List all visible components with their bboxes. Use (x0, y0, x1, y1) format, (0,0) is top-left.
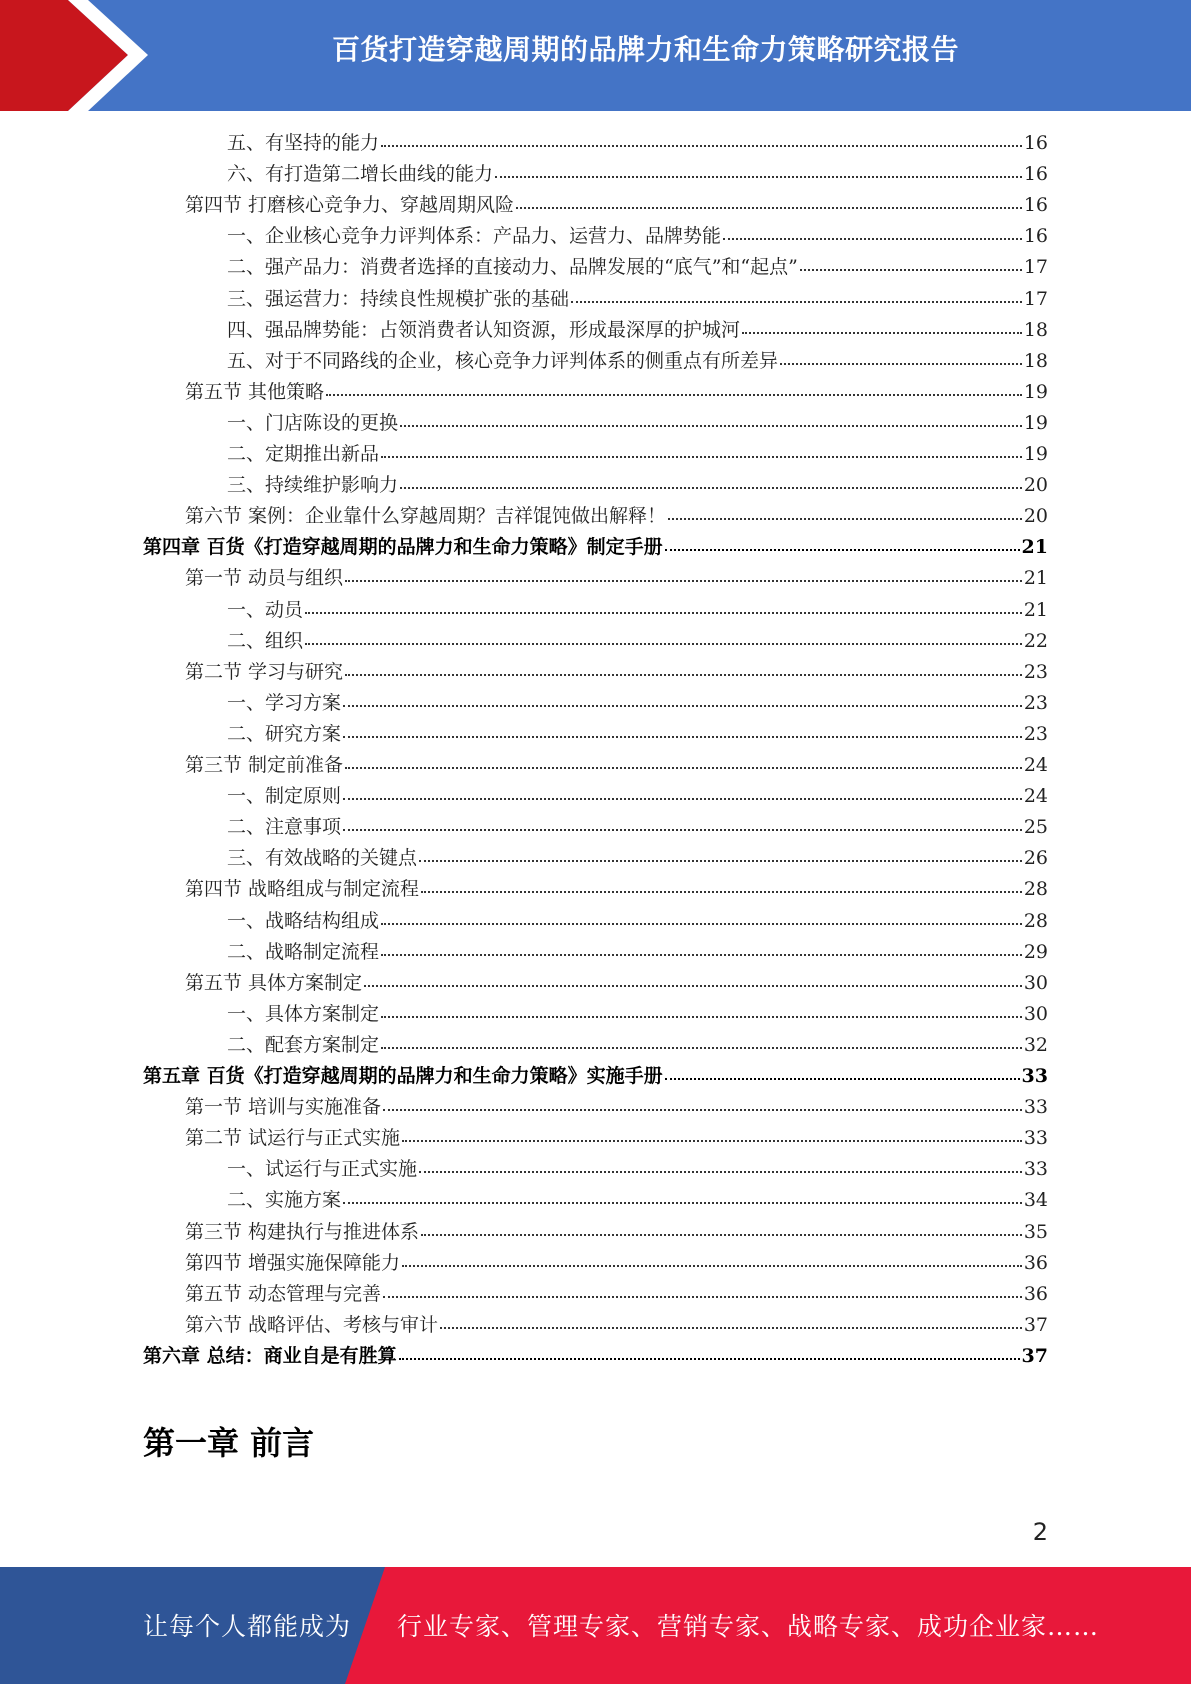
toc-entry[interactable] (185, 1123, 1048, 1154)
toc-entry-page: 19 (1023, 443, 1048, 465)
toc-entry-page: 21 (1023, 598, 1048, 621)
toc-entry-label: 第四节 增强实施保障能力 (185, 1251, 401, 1274)
toc-entry-page: 24 (1023, 785, 1048, 808)
toc-entry-page: 36 (1023, 1251, 1048, 1274)
toc-entry[interactable] (227, 221, 1048, 252)
toc-entry-label: 第六章 总结：商业自是有胜算 (143, 1344, 397, 1367)
toc-entry[interactable] (227, 346, 1048, 377)
toc-entry[interactable] (227, 470, 1048, 501)
toc-entry-label: 二、实施方案 (227, 1189, 342, 1212)
page-number: 2 (1032, 1518, 1048, 1546)
document-title: 百货打造穿越周期的品牌力和生命力策略研究报告 (331, 33, 959, 66)
toc-dot-leader (381, 1046, 1022, 1049)
toc-entry-page: 37 (1023, 1313, 1048, 1336)
toc-entry[interactable] (185, 750, 1048, 781)
toc-entry-page: 24 (1023, 754, 1048, 776)
toc-entry-label: 一、战略结构组成 (227, 909, 380, 932)
header-arrow-decoration (0, 0, 160, 111)
toc-entry[interactable] (185, 501, 1048, 532)
toc-entry[interactable] (143, 532, 1048, 563)
toc-entry-page: 23 (1023, 691, 1048, 714)
toc-entry-label: 第一节 培训与实施准备 (185, 1096, 382, 1119)
toc-dot-leader (402, 1139, 1022, 1142)
toc-dot-leader (516, 206, 1022, 209)
toc-dot-leader (305, 611, 1022, 614)
toc-entry-label: 第六节 战略评估、考核与审计 (185, 1313, 439, 1336)
toc-entry[interactable] (185, 657, 1048, 688)
toc-entry-page: 16 (1023, 163, 1048, 186)
toc-dot-leader (421, 1233, 1022, 1236)
toc-entry[interactable] (143, 1341, 1048, 1372)
toc-entry-page: 22 (1023, 629, 1048, 652)
toc-entry-page: 28 (1023, 909, 1048, 932)
toc-entry-label: 第五章 百货《打造穿越周期的品牌力和生命力策略》实施手册 (143, 1065, 663, 1087)
toc-entry-label: 二、战略制定流程 (227, 940, 380, 963)
toc-dot-leader (419, 859, 1022, 862)
toc-entry[interactable] (227, 284, 1048, 315)
toc-entry-page: 26 (1023, 847, 1048, 870)
toc-entry[interactable] (185, 1217, 1048, 1248)
toc-entry-label: 二、组织 (227, 629, 304, 652)
toc-entry[interactable] (227, 1154, 1048, 1185)
toc-dot-leader (571, 300, 1022, 303)
toc-entry-label: 五、对于不同路线的企业，核心竞争力评判体系的侧重点有所差异 (227, 349, 779, 372)
toc-entry-page: 36 (1023, 1282, 1048, 1305)
toc-dot-leader (343, 797, 1022, 800)
toc-entry[interactable] (227, 999, 1048, 1030)
toc-dot-leader (343, 1201, 1022, 1204)
toc-entry-label: 二、配套方案制定 (227, 1033, 380, 1056)
toc-entry-label: 二、研究方案 (227, 722, 342, 745)
toc-dot-leader (381, 144, 1022, 147)
toc-dot-leader (381, 922, 1022, 925)
toc-entry[interactable] (185, 874, 1048, 905)
toc-entry-label: 第五节 动态管理与完善 (185, 1282, 382, 1305)
toc-entry-label: 第五节 其他策略 (185, 380, 325, 403)
toc-dot-leader (345, 673, 1022, 676)
toc-entry-page: 35 (1023, 1220, 1048, 1243)
toc-dot-leader (421, 890, 1022, 893)
toc-entry[interactable] (227, 719, 1048, 750)
toc-dot-leader (305, 642, 1022, 645)
toc-dot-leader (800, 268, 1022, 271)
toc-entry[interactable] (227, 843, 1048, 874)
toc-entry[interactable] (227, 128, 1048, 159)
toc-entry-page: 18 (1023, 318, 1048, 341)
toc-dot-leader (343, 735, 1022, 738)
toc-entry-label: 第四节 打磨核心竞争力、穿越周期风险 (185, 194, 515, 217)
toc-entry[interactable] (227, 595, 1048, 626)
toc-entry-label: 一、具体方案制定 (227, 1002, 380, 1025)
footer-slogan-right: 行业专家、管理专家、营销专家、战略专家、成功企业家…… (397, 1612, 1100, 1641)
toc-entry-page: 23 (1023, 660, 1048, 683)
toc-entry[interactable] (185, 968, 1048, 999)
toc-entry-page: 16 (1023, 194, 1048, 217)
toc-entry-label: 第四节 战略组成与制定流程 (185, 878, 420, 901)
toc-entry-label: 三、强运营力：持续良性规模扩张的基础 (227, 287, 570, 310)
toc-entry-page: 17 (1023, 256, 1048, 279)
toc-entry[interactable] (227, 408, 1048, 439)
toc-entry-label: 第二节 试运行与正式实施 (185, 1127, 401, 1150)
toc-entry[interactable] (185, 1092, 1048, 1123)
toc-entry-label: 一、制定原则 (227, 785, 342, 808)
toc-dot-leader (345, 766, 1022, 769)
toc-entry-label: 第二节 学习与研究 (185, 660, 344, 683)
toc-entry-page: 28 (1023, 878, 1048, 901)
toc-entry-page: 33 (1023, 1127, 1048, 1150)
footer-banner (0, 1567, 1191, 1684)
chapter-heading: 第一章 前言 (143, 1424, 315, 1462)
toc-entry[interactable] (227, 781, 1048, 812)
toc-entry-page: 18 (1023, 349, 1048, 372)
toc-entry-page: 20 (1023, 505, 1048, 528)
toc-entry-label: 五、有坚持的能力 (227, 132, 380, 154)
toc-dot-leader (364, 984, 1022, 987)
toc-entry[interactable] (143, 1061, 1048, 1092)
toc-entry[interactable] (227, 159, 1048, 190)
toc-entry-page: 30 (1023, 1002, 1048, 1025)
toc-dot-leader (668, 517, 1022, 520)
toc-entry[interactable] (185, 190, 1048, 221)
toc-entry-page: 37 (1021, 1344, 1048, 1367)
toc-entry-label: 三、有效战略的关键点 (227, 847, 418, 870)
toc-entry-label: 第三节 制定前准备 (185, 754, 344, 776)
toc-entry-label: 一、试运行与正式实施 (227, 1158, 418, 1181)
toc-dot-leader (402, 1264, 1022, 1267)
toc-entry[interactable] (227, 1185, 1048, 1216)
toc-entry-page: 17 (1023, 287, 1048, 310)
toc-entry[interactable] (185, 1248, 1048, 1279)
toc-dot-leader (343, 704, 1022, 707)
header-banner (0, 0, 1191, 111)
toc-dot-leader (399, 1357, 1020, 1360)
toc-entry-page: 21 (1023, 567, 1048, 590)
toc-entry[interactable] (185, 563, 1048, 594)
toc-entry-label: 一、动员 (227, 598, 304, 621)
toc-entry[interactable] (185, 1279, 1048, 1310)
toc-dot-leader (381, 1015, 1022, 1018)
toc-dot-leader (665, 1077, 1020, 1080)
toc-entry-label: 第三节 构建执行与推进体系 (185, 1220, 420, 1243)
toc-entry[interactable] (227, 906, 1048, 937)
toc-dot-leader (345, 579, 1022, 582)
toc-entry-page: 16 (1023, 132, 1048, 154)
toc-entry-page: 19 (1023, 411, 1048, 434)
toc-dot-leader (343, 828, 1022, 831)
toc-entry-label: 第一节 动员与组织 (185, 567, 344, 590)
toc-entry[interactable] (227, 812, 1048, 843)
toc-entry[interactable] (227, 937, 1048, 968)
toc-dot-leader (780, 362, 1022, 365)
toc-entry[interactable] (227, 439, 1048, 470)
toc-entry-page: 34 (1023, 1189, 1048, 1212)
toc-entry-page: 33 (1021, 1065, 1048, 1087)
toc-dot-leader (440, 1326, 1022, 1329)
toc-entry-page: 29 (1023, 940, 1048, 963)
toc-dot-leader (381, 455, 1022, 458)
toc-entry-page: 23 (1023, 722, 1048, 745)
toc-entry-label: 六、有打造第二增长曲线的能力 (227, 163, 494, 186)
toc-entry[interactable] (185, 377, 1048, 408)
toc-entry-label: 第四章 百货《打造穿越周期的品牌力和生命力策略》制定手册 (143, 536, 663, 559)
toc-entry-page: 33 (1023, 1158, 1048, 1181)
toc-dot-leader (495, 175, 1022, 178)
toc-entry-label: 第六节 案例：企业靠什么穿越周期？吉祥馄饨做出解释！ (185, 505, 667, 528)
toc-dot-leader (400, 424, 1022, 427)
toc-dot-leader (400, 486, 1022, 489)
toc-dot-leader (381, 953, 1022, 956)
toc-entry-page: 20 (1023, 474, 1048, 497)
toc-entry-label: 一、企业核心竞争力评判体系：产品力、运营力、品牌势能 (227, 225, 722, 248)
toc-dot-leader (383, 1295, 1022, 1298)
toc-dot-leader (419, 1170, 1022, 1173)
toc-entry-label: 四、强品牌势能：占领消费者认知资源，形成最深厚的护城河 (227, 318, 741, 341)
toc-entry-label: 一、门店陈设的更换 (227, 411, 399, 434)
toc-entry-page: 19 (1023, 380, 1048, 403)
toc-entry[interactable] (227, 1030, 1048, 1061)
toc-entry-page: 21 (1021, 536, 1048, 559)
toc-entry-page: 30 (1023, 971, 1048, 994)
toc-entry-page: 33 (1023, 1096, 1048, 1119)
toc-entry[interactable] (227, 315, 1048, 346)
toc-dot-leader (665, 548, 1020, 551)
toc-dot-leader (383, 1108, 1022, 1111)
toc-entry[interactable] (227, 626, 1048, 657)
toc-entry-label: 三、持续维护影响力 (227, 474, 399, 497)
toc-dot-leader (723, 237, 1022, 240)
toc-entry-label: 第五节 具体方案制定 (185, 971, 363, 994)
toc-entry[interactable] (185, 1310, 1048, 1341)
toc-entry-page: 32 (1023, 1033, 1048, 1056)
toc-entry[interactable] (227, 252, 1048, 283)
toc-entry-label: 二、强产品力：消费者选择的直接动力、品牌发展的“底气”和“起点” (227, 256, 798, 279)
toc-entry[interactable] (227, 688, 1048, 719)
toc-entry-page: 16 (1023, 225, 1048, 248)
toc-entry-label: 一、学习方案 (227, 691, 342, 714)
footer-slogan-left: 让每个人都能成为 (143, 1612, 352, 1641)
toc-entry-label: 二、定期推出新品 (227, 443, 380, 465)
toc-dot-leader (326, 393, 1022, 396)
toc-dot-leader (742, 331, 1022, 334)
toc-entry-page: 25 (1023, 816, 1048, 839)
toc-entry-label: 二、注意事项 (227, 816, 342, 839)
